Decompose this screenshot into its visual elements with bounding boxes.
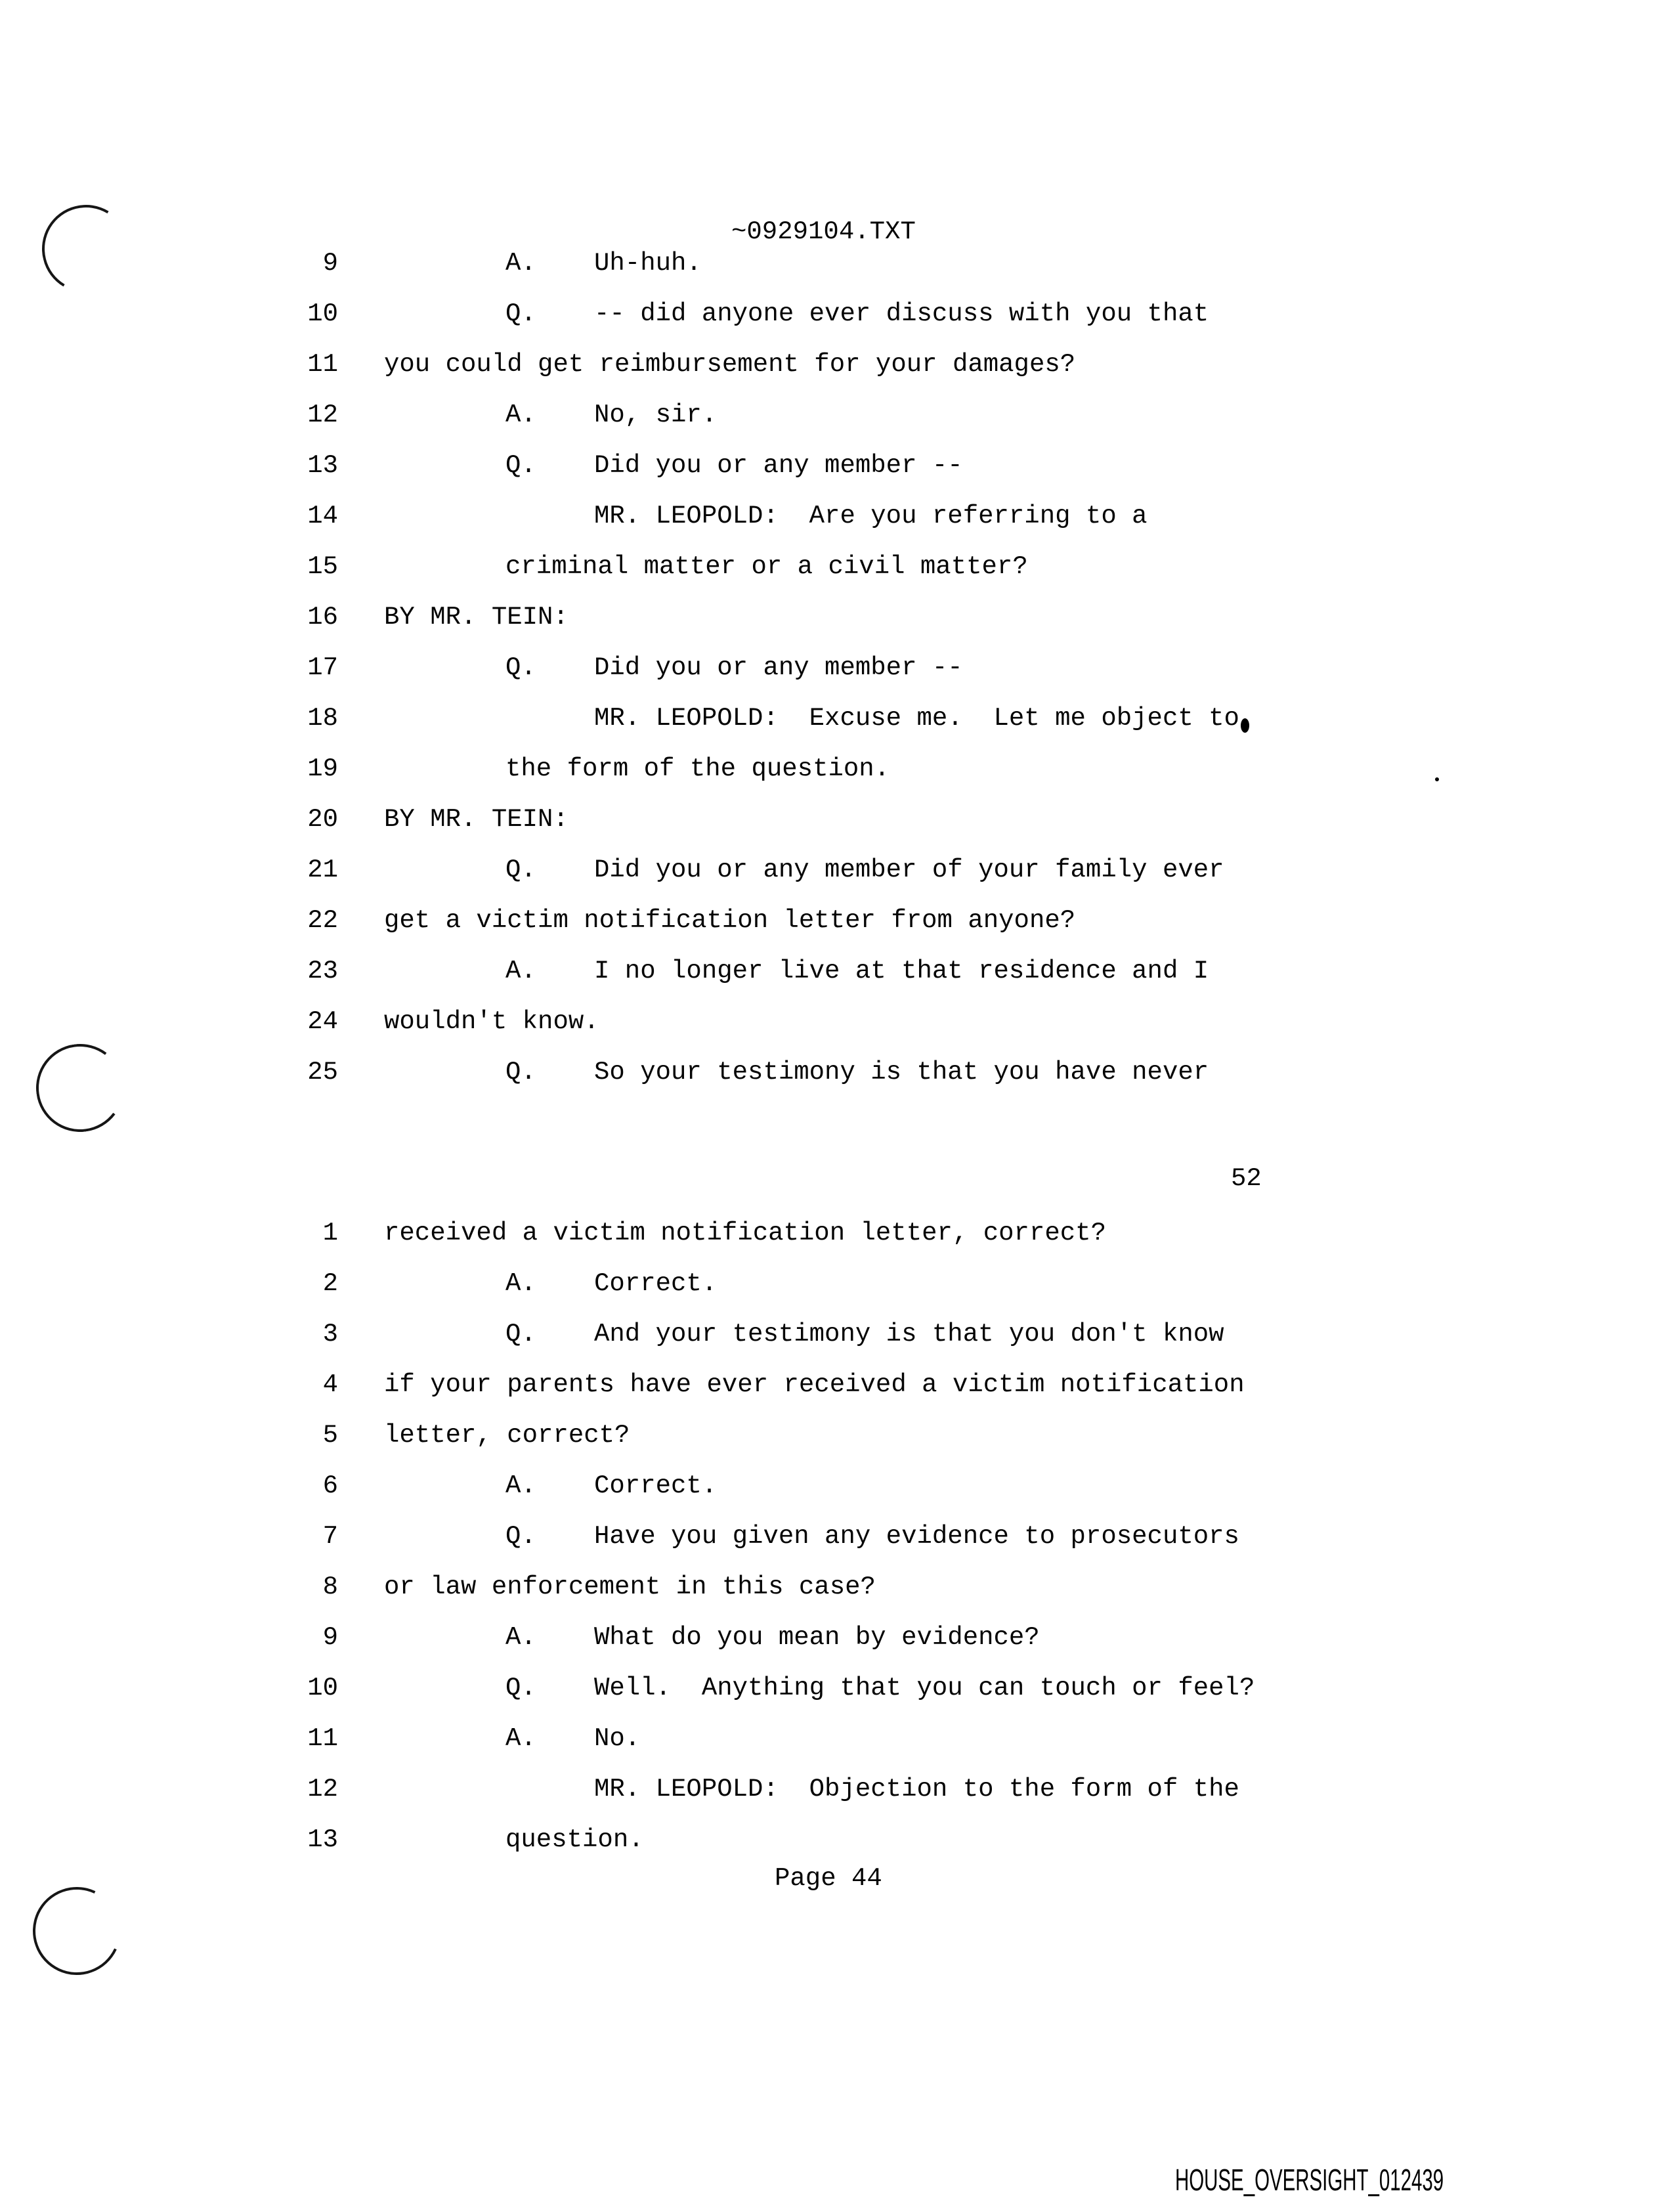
transcript-line [0, 794, 1674, 845]
transcript-line [0, 542, 1674, 592]
line-text: Have you given any evidence to prosecutors [594, 1522, 1239, 1551]
line-number: 10 [307, 299, 338, 328]
transcript-line [0, 845, 1674, 896]
line-text: or law enforcement in this case? [384, 1572, 876, 1601]
line-text: Correct. [594, 1269, 718, 1298]
line-text: BY MR. TEIN: [384, 805, 569, 834]
line-text: question. [505, 1825, 644, 1854]
line-number: 11 [307, 1724, 338, 1753]
line-text: A. [505, 1471, 536, 1500]
line-number: 5 [322, 1421, 338, 1450]
transcript-line [0, 1208, 1674, 1259]
transcript-line [0, 592, 1674, 643]
hole-punch-mark-bottom [20, 1875, 133, 1987]
line-text: Did you or any member of your family ever [594, 856, 1224, 884]
transcript-line [0, 1613, 1674, 1663]
transcript-line [0, 339, 1674, 390]
line-text: criminal matter or a civil matter? [505, 552, 1028, 581]
transcript-line [0, 1714, 1674, 1764]
transcript-line [0, 1410, 1674, 1461]
transcript-line [0, 289, 1674, 339]
line-text: Q. [505, 299, 536, 328]
line-number: 1 [322, 1219, 338, 1247]
line-number: 12 [307, 1775, 338, 1804]
transcript-line [0, 1360, 1674, 1410]
line-text: No, sir. [594, 401, 718, 429]
line-number: 12 [307, 401, 338, 429]
line-number: 25 [307, 1058, 338, 1087]
transcript-line [0, 1461, 1674, 1511]
line-number: 8 [322, 1572, 338, 1601]
line-text: MR. LEOPOLD: Are you referring to a [594, 502, 1148, 531]
transcript-line [0, 643, 1674, 693]
line-number: 7 [322, 1522, 338, 1551]
line-text: get a victim notification letter from anyone? [384, 906, 1076, 935]
line-text: you could get reimbursement for your damages? [384, 350, 1076, 379]
line-number: 2 [322, 1269, 338, 1298]
transcript-line [0, 896, 1674, 946]
line-number: 16 [307, 603, 338, 632]
line-number: 19 [307, 754, 338, 783]
line-text: Well. Anything that you can touch or feel? [594, 1674, 1255, 1702]
line-text: the form of the question. [505, 754, 890, 783]
line-text: wouldn't know. [384, 1007, 599, 1036]
transcript-line [0, 1764, 1674, 1815]
line-number: 23 [307, 957, 338, 986]
page-number: 52 [1231, 1164, 1262, 1193]
line-text: A. [505, 401, 536, 429]
transcript-line [0, 238, 1674, 289]
line-text: No. [594, 1724, 641, 1753]
line-text: Q. [505, 1058, 536, 1087]
line-text: letter, correct? [384, 1421, 630, 1450]
transcript-line [0, 390, 1674, 441]
line-number: 9 [322, 1623, 338, 1652]
line-text: Q. [505, 451, 536, 480]
line-text: Did you or any member -- [594, 451, 963, 480]
transcript-line [0, 1309, 1674, 1360]
line-number: 18 [307, 704, 338, 733]
transcript-line [0, 946, 1674, 997]
line-number: 10 [307, 1674, 338, 1702]
line-text: What do you mean by evidence? [594, 1623, 1040, 1652]
transcript-line [0, 744, 1674, 794]
transcript-line [0, 1663, 1674, 1714]
line-number: 17 [307, 653, 338, 682]
line-number: 14 [307, 502, 338, 531]
line-text: Q. [505, 1674, 536, 1702]
line-text: -- did anyone ever discuss with you that [594, 299, 1209, 328]
bates-number: HOUSE_OVERSIGHT_012439 [1175, 2163, 1444, 2197]
line-text: So your testimony is that you have never [594, 1058, 1209, 1087]
line-number: 4 [322, 1370, 338, 1399]
line-text: Q. [505, 1320, 536, 1349]
line-number: 6 [322, 1471, 338, 1500]
line-text: A. [505, 957, 536, 986]
line-text: And your testimony is that you don't know [594, 1320, 1224, 1349]
line-number: 22 [307, 906, 338, 935]
scan-artifact-speck [1241, 718, 1249, 733]
line-text: if your parents have ever received a victim notification [384, 1370, 1245, 1399]
line-number: 11 [307, 350, 338, 379]
transcript-line [0, 441, 1674, 491]
document-filename: ~0929104.TXT [731, 217, 916, 246]
line-text: A. [505, 1724, 536, 1753]
line-text: Uh-huh. [594, 249, 702, 278]
transcript-line [0, 1047, 1674, 1098]
line-number: 13 [307, 451, 338, 480]
page-footer-label: Page 44 [775, 1864, 882, 1893]
line-text: I no longer live at that residence and I [594, 957, 1209, 986]
transcript-line [0, 997, 1674, 1047]
transcript-line [0, 1511, 1674, 1562]
line-number: 21 [307, 856, 338, 884]
line-text: Q. [505, 653, 536, 682]
transcript-line [0, 1815, 1674, 1865]
line-number: 3 [322, 1320, 338, 1349]
transcript-line [0, 693, 1674, 744]
line-number: 20 [307, 805, 338, 834]
line-number: 9 [322, 249, 338, 278]
line-text: Correct. [594, 1471, 718, 1500]
line-number: 13 [307, 1825, 338, 1854]
line-text: MR. LEOPOLD: Excuse me. Let me object to [594, 704, 1239, 733]
line-text: MR. LEOPOLD: Objection to the form of the [594, 1775, 1239, 1804]
transcript-line [0, 491, 1674, 542]
scan-artifact-speck [1435, 777, 1439, 781]
line-text: Q. [505, 856, 536, 884]
line-text: A. [505, 249, 536, 278]
line-text: Q. [505, 1522, 536, 1551]
line-number: 24 [307, 1007, 338, 1036]
line-text: A. [505, 1623, 536, 1652]
line-text: Did you or any member -- [594, 653, 963, 682]
line-text: A. [505, 1269, 536, 1298]
transcript-line [0, 1562, 1674, 1613]
line-text: BY MR. TEIN: [384, 603, 569, 632]
line-number: 15 [307, 552, 338, 581]
line-text: received a victim notification letter, correct? [384, 1219, 1106, 1247]
transcript-line [0, 1259, 1674, 1309]
